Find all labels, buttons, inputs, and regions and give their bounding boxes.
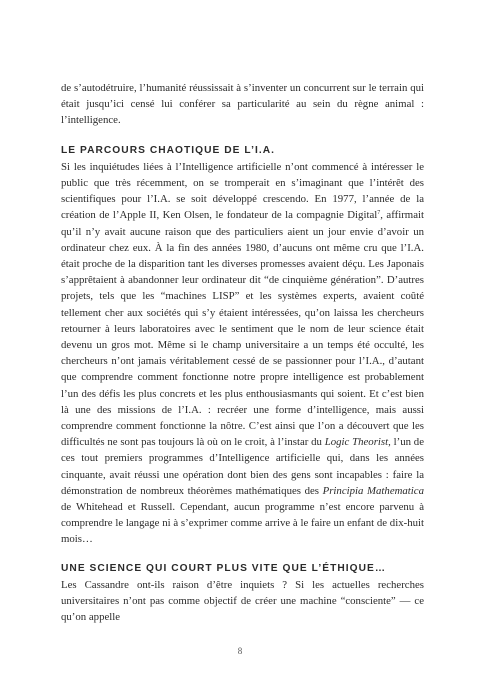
body-text-part-3: , l’un de ces tout premiers programmes d’Intelligence artificielle qui, dans les années cinquante, avait réussi une opération dont bien des gens sont incapables : faire la démonstration de nombreux théorèmes mathématiques des bbox=[61, 436, 424, 497]
intro-paragraph bbox=[61, 80, 424, 129]
italic-logic-theorist: Logic Theorist bbox=[324, 436, 389, 449]
intro-line-3: l’intelligence. bbox=[61, 114, 121, 127]
body-text-part-4: de Whitehead et Russell. Cependant, aucun programme n’est encore parvenu à comprendre le langage ni à s’exprimer comme arrive à le faire un enfant de dix-huit mois… bbox=[61, 501, 424, 546]
italic-principia: Principia Mathematica bbox=[322, 484, 425, 497]
intro-line-1: de s’autodétruire, l’humanité réussissait à s’inventer un concurrent sur le terrain bbox=[61, 82, 408, 94]
section-heading-ethique: UNE SCIENCE QUI COURT PLUS VITE QUE L’ÉTHIQUE… bbox=[61, 562, 387, 574]
body-paragraph-ethique: Les Cassandre ont-ils raison d’être inquiets ? Si les actuelles recherches universitaires n’ont pas comme objectif de créer une machine “consciente” — ce qu’on appelle bbox=[61, 578, 424, 624]
page-number: 8 bbox=[237, 646, 243, 656]
section-heading-parcours: LE PARCOURS CHAOTIQUE DE L’I.A. bbox=[61, 144, 276, 156]
footnote-ref[interactable]: 7 bbox=[377, 210, 381, 217]
body-paragraph-parcours bbox=[61, 159, 424, 548]
body-text-part-1: Si les inquiétudes liées à l’Intelligence artificielle n’ont commencé à intéresser le public que très récemment, on se tromperait en s’imaginant que l’intérêt des scientifiques pour l’I.A. se soit développé crescendo. En 1977, l’année de la création de l’Apple II, Ken Olsen, le fondateur de la compagnie Digital bbox=[61, 160, 424, 222]
body-text-part-2: , affirmait qu’il n’y avait aucune raison que des particuliers aient un jour envie d’avoir un ordinateur chez eux. À la fin des années 1980, d’aucuns ont même cru que l’I.A. était proche de la disparition tant les diverses promesses avaient déçu. Les Japonais s’apprêtaient à abandonner leur ordinateur dit “de cinquième génération”. D’autres projets, tels que les “machines LISP” et les systèmes experts, avaient coûté tellement cher aux sociétés qui s’y étaient intéressées, qu’on laissa les chercheurs retourner à leurs laboratoires avec le sentiment que le nom de leur science était devenu un gros mot. Même si le champ universitaire a un temps été occulté, les chercheurs n’ont jamais véritablement cessé de se passionner pour l’I.A., d’autant que comprendre comment fonctionne notre propre intelligence est probablement l’un des défis les plus concrets et les plus enthousiasmants qui soient. Et c’est bien là une des missions de l’I.A. : recréer une forme d’intelligence, mais aussi comprendre comment fonctionne la nôtre. C’est ainsi que l’on a découvert que les difficultés ne sont pas toujours là où on le croit, à l’instar du bbox=[61, 209, 424, 449]
intro-line-2: qui était jusqu’ici censé lui conférer sa particularité au sein du règne animal : bbox=[61, 82, 424, 111]
